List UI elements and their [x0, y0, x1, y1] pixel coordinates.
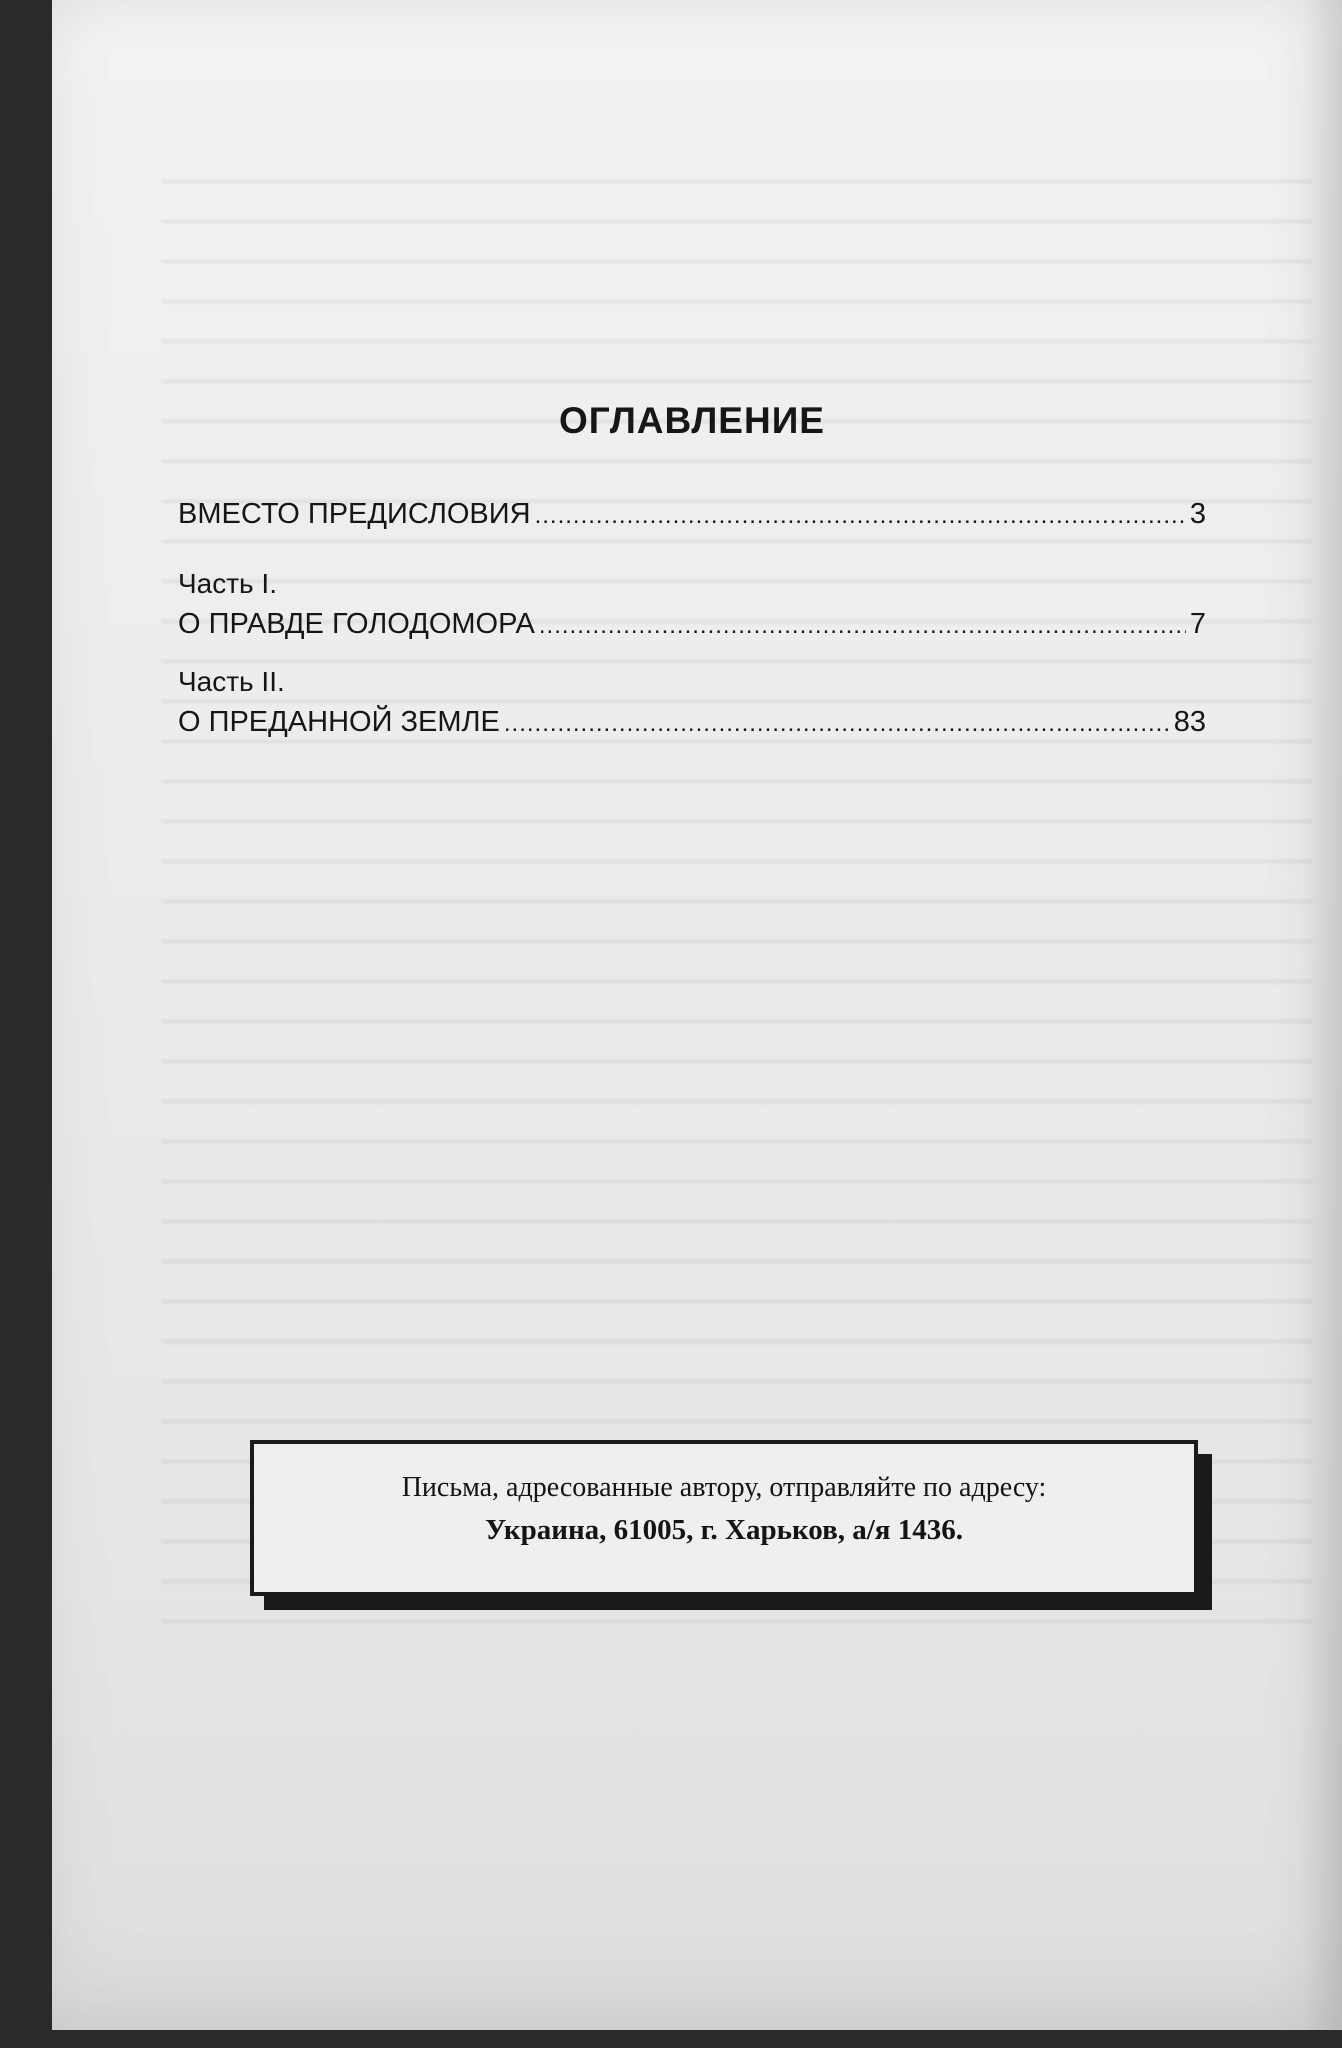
toc-dot-leader [504, 705, 1170, 743]
toc-entry-preface [178, 495, 1206, 535]
toc-entry-part-2 [178, 663, 1206, 743]
page-edge-shadow [1302, 0, 1342, 2030]
toc-dot-leader [535, 497, 1186, 535]
toc-title: ОГЛАВЛЕНИЕ [559, 400, 825, 441]
toc-entry-label: О ПРАВДЕ ГОЛОДОМОРА [178, 608, 535, 640]
toc-entry-label: О ПРЕДАННОЙ ЗЕМЛЕ [178, 706, 500, 738]
toc-line [178, 495, 1206, 535]
toc-line [178, 605, 1206, 645]
book-page [52, 0, 1342, 2030]
toc-entry-label: ВМЕСТО ПРЕДИСЛОВИЯ [178, 498, 531, 530]
address-instruction: Письма, адресованные автору, отправляйте по адресу: [401, 1472, 1047, 1503]
toc-page-number: 3 [1189, 498, 1206, 530]
toc-part-label: Часть II. [178, 666, 285, 697]
toc-part-label: Часть I. [178, 568, 277, 599]
toc-page-number: 83 [1173, 706, 1206, 738]
toc-line [178, 703, 1206, 743]
postal-address: Украина, 61005, г. Харьков, а/я 1436. [485, 1514, 963, 1546]
toc-dot-leader [539, 607, 1186, 645]
toc-entry-part-1 [178, 565, 1206, 645]
address-box [250, 1440, 1198, 1596]
toc-page-number: 7 [1189, 608, 1206, 640]
